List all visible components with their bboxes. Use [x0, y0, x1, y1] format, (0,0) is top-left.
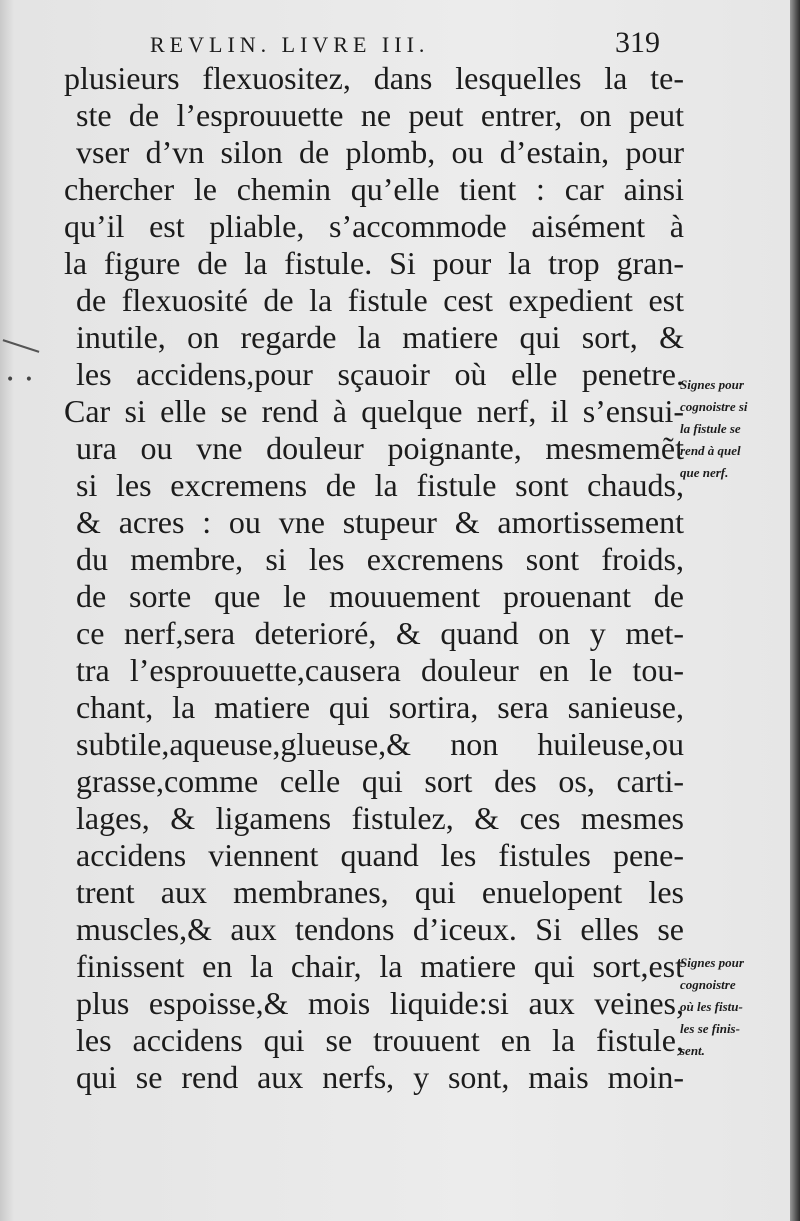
text-line: si les excremens de la fistule sont chauds, — [76, 467, 684, 503]
text-line: Car si elle se rend à quelque nerf, il s’ensui- — [64, 393, 684, 429]
text-line: grasse,comme celle qui sort des os, carti- — [76, 763, 684, 799]
marginal-note-line: la fistule se — [680, 421, 741, 436]
marginal-note-line: sent. — [680, 1043, 705, 1058]
text-line: ce nerf,sera deterioré, & quand on y met- — [76, 615, 684, 651]
page-edge-shadow — [790, 0, 800, 1221]
text-line: du membre, si les excremens sont froids, — [76, 541, 684, 577]
text-line: de flexuosité de la fistule cest expedient est — [76, 282, 684, 318]
marginal-note — [680, 374, 792, 484]
text-line: ste de l’esprouuette ne peut entrer, on peut — [76, 97, 684, 133]
marginal-note — [680, 952, 792, 1062]
text-line: qu’il est pliable, s’accommode aisément à — [64, 208, 684, 244]
text-line: finissent en la chair, la matiere qui sort,est — [76, 948, 684, 984]
page-number: 319 — [615, 26, 660, 59]
text-line: muscles,& aux tendons d’iceux. Si elles se — [76, 911, 684, 947]
text-line: inutile, on regarde la matiere qui sort, & — [76, 319, 684, 355]
margin-dots: • • — [6, 372, 36, 388]
marginal-note-line: cognoistre si — [680, 399, 748, 414]
margin-mark — [3, 339, 40, 353]
marginal-note-line: les se finis- — [680, 1021, 740, 1036]
marginal-note-line: Signes pour — [680, 377, 744, 392]
text-line: tra l’esprouuette,causera douleur en le tou- — [76, 652, 684, 688]
running-head: REVLIN. LIVRE III. — [150, 32, 430, 57]
text-line: les accidens qui se trouuent en la fistule, — [76, 1022, 684, 1058]
text-line: la figure de la fistule. Si pour la trop gran- — [64, 245, 684, 281]
text-line: ura ou vne douleur poignante, mesmemẽt — [76, 430, 684, 466]
text-line: les accidens,pour sçauoir où elle penetre. — [76, 356, 684, 392]
text-line: de sorte que le mouuement prouenant de — [76, 578, 684, 614]
marginal-note-line: Signes pour — [680, 955, 744, 970]
text-line: plusieurs flexuositez, dans lesquelles la te- — [64, 60, 684, 96]
text-line: chant, la matiere qui sortira, sera sanieuse, — [76, 689, 684, 725]
marginal-note-line: cognoistre — [680, 977, 736, 992]
text-line: qui se rend aux nerfs, y sont, mais moin- — [76, 1059, 684, 1095]
text-line: chercher le chemin qu’elle tient : car ainsi — [64, 171, 684, 207]
marginal-note-line: où les fistu- — [680, 999, 743, 1014]
text-line: accidens viennent quand les fistules pene- — [76, 837, 684, 873]
text-line: & acres : ou vne stupeur & amortissement — [76, 504, 684, 540]
text-line: subtile,aqueuse,glueuse,& non huileuse,ou — [76, 726, 684, 762]
text-line: trent aux membranes, qui enuelopent les — [76, 874, 684, 910]
text-line: vser d’vn silon de plomb, ou d’estain, pour — [76, 134, 684, 170]
body-text — [64, 60, 684, 1096]
marginal-note-line: rend à quel — [680, 443, 741, 458]
marginal-note-line: que nerf. — [680, 465, 729, 480]
text-line: plus espoisse,& mois liquide:si aux veines, — [76, 985, 684, 1021]
text-line: lages, & ligamens fistulez, & ces mesmes — [76, 800, 684, 836]
